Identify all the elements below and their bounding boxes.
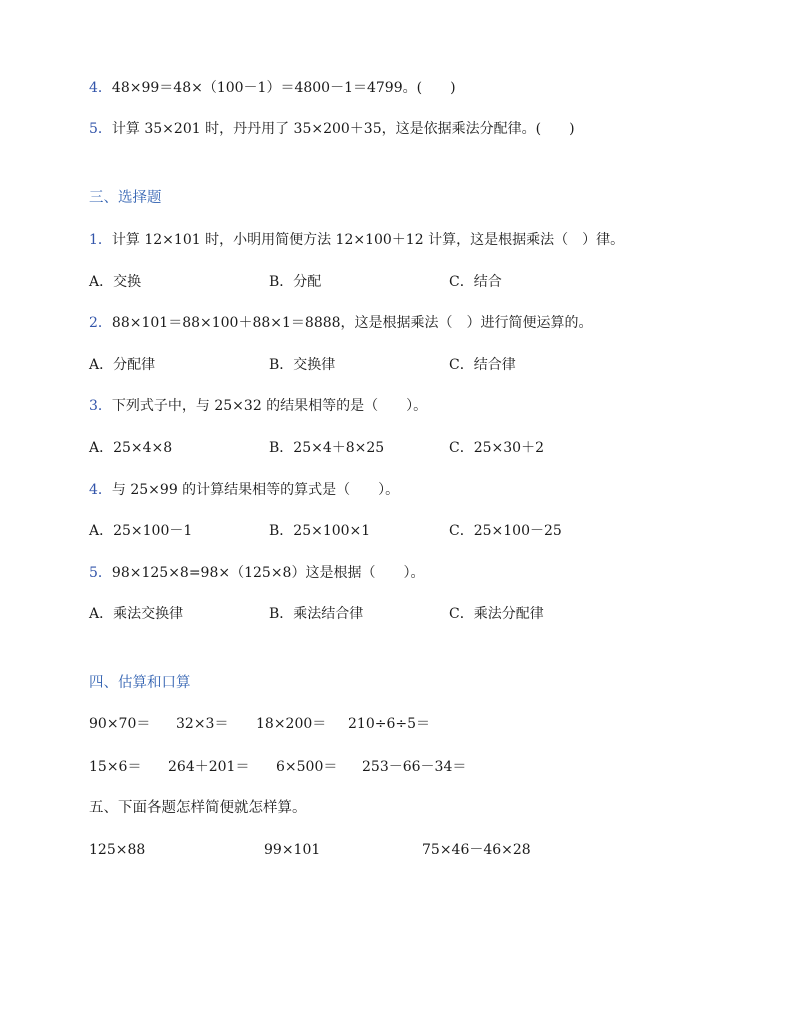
mental-calc-item: 264＋201＝ bbox=[168, 759, 250, 775]
question-text: 计算 12×101 时，小明用简便方法 12×100＋12 计算，这是根据乘法（ ）律。 bbox=[111, 232, 625, 248]
option-c[interactable]: C．结合 bbox=[449, 274, 502, 290]
item-text: 计算 35×201 时，丹丹用了 35×200＋35，这是依据乘法分配律。( ) bbox=[111, 121, 575, 137]
simplify-item: 75×46－46×28 bbox=[422, 842, 531, 858]
option-b[interactable]: B．25×4＋8×25 bbox=[269, 440, 385, 456]
question-number: 1． bbox=[89, 232, 112, 248]
choice-question-1 bbox=[89, 230, 624, 250]
option-c[interactable]: C．乘法分配律 bbox=[449, 606, 544, 622]
question-text: 88×101＝88×100＋88×1＝8888，这是根据乘法（ ）进行简便运算的。 bbox=[111, 315, 593, 331]
mental-calc-item: 32×3＝ bbox=[176, 716, 229, 732]
question-text: 与 25×99 的计算结果相等的算式是（ ）。 bbox=[111, 482, 400, 498]
judgement-item-5 bbox=[89, 119, 575, 139]
simplify-item: 125×88 bbox=[89, 842, 146, 858]
choice-question-5 bbox=[89, 563, 424, 583]
option-c[interactable]: C．25×30＋2 bbox=[449, 440, 544, 456]
option-a[interactable]: A．分配律 bbox=[89, 357, 156, 373]
question-number: 5． bbox=[89, 565, 112, 581]
mental-calc-item: 18×200＝ bbox=[256, 716, 327, 732]
option-b[interactable]: B．25×100×1 bbox=[269, 523, 371, 539]
question-text: 98×125×8=98×（125×8）这是根据（ ）。 bbox=[111, 565, 425, 581]
section-title-simplify: 五、下面各题怎样简便就怎样算。 bbox=[89, 800, 307, 816]
mental-calc-item: 15×6＝ bbox=[89, 759, 142, 775]
section-title-estimate: 四、估算和口算 bbox=[89, 675, 191, 691]
question-number: 4． bbox=[89, 482, 112, 498]
option-b[interactable]: B．乘法结合律 bbox=[269, 606, 364, 622]
choice-question-3 bbox=[89, 396, 427, 416]
section-title-choice: 三、选择题 bbox=[89, 190, 162, 206]
option-c[interactable]: C．结合律 bbox=[449, 357, 516, 373]
item-number: 4． bbox=[89, 80, 112, 96]
mental-calc-item: 6×500＝ bbox=[276, 759, 338, 775]
question-number: 2． bbox=[89, 315, 112, 331]
option-a[interactable]: A．乘法交换律 bbox=[89, 606, 184, 622]
question-text: 下列式子中，与 25×32 的结果相等的是（ ）。 bbox=[111, 398, 428, 414]
choice-question-2 bbox=[89, 313, 593, 333]
mental-calc-item: 253－66－34＝ bbox=[362, 759, 467, 775]
question-number: 3． bbox=[89, 398, 112, 414]
judgement-item-4 bbox=[89, 78, 456, 98]
option-a[interactable]: A．交换 bbox=[89, 274, 142, 290]
mental-calc-item: 90×70＝ bbox=[89, 716, 151, 732]
choice-question-4 bbox=[89, 480, 399, 500]
option-c[interactable]: C．25×100－25 bbox=[449, 523, 562, 539]
option-a[interactable]: A．25×100－1 bbox=[89, 523, 193, 539]
item-number: 5． bbox=[89, 121, 112, 137]
option-b[interactable]: B．分配 bbox=[269, 274, 322, 290]
item-text: 48×99＝48×（100－1）＝4800－1＝4799。( ) bbox=[111, 80, 456, 96]
option-b[interactable]: B．交换律 bbox=[269, 357, 336, 373]
mental-calc-item: 210÷6÷5＝ bbox=[348, 716, 430, 732]
option-a[interactable]: A．25×4×8 bbox=[89, 440, 173, 456]
simplify-item: 99×101 bbox=[264, 842, 321, 858]
